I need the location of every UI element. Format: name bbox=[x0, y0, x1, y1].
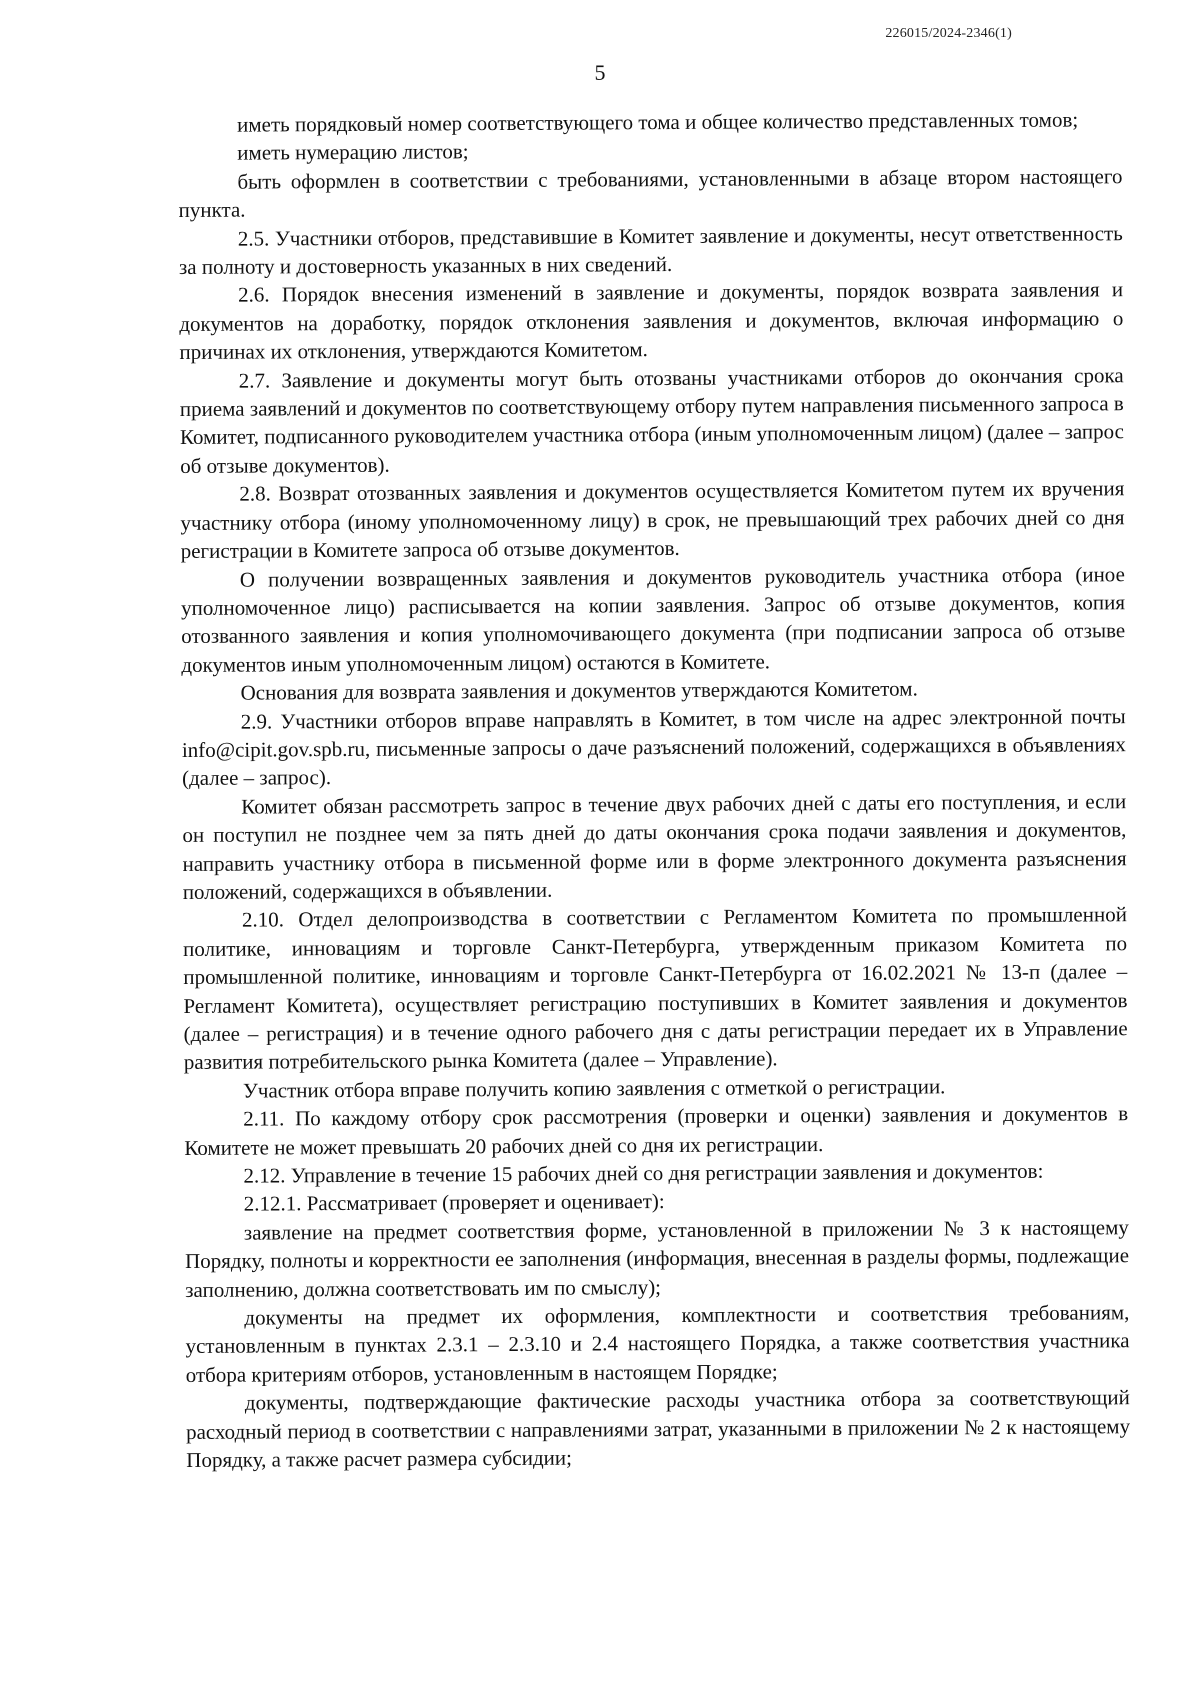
paragraph: Участник отбора вправе получить копию заявления с отметкой о регистрации. bbox=[242, 1074, 946, 1103]
document-body bbox=[178, 105, 1130, 1474]
paragraph: документы, подтверждающие фактические расходы участника отбора за соответствующий расходный период в соответствии с направлениями затрат, указанными в приложении № 2 к настоящему Порядку, а также расчет размера субсидии; bbox=[185, 1385, 1131, 1473]
paragraph-2-12: 2.12. Управление в течение 15 рабочих дней со дня регистрации заявления и документов: bbox=[243, 1158, 1044, 1188]
document-registration-number: 226015/2024-2346(1) bbox=[885, 26, 1012, 41]
paragraph: иметь нумерацию листов; bbox=[237, 139, 469, 166]
paragraph: Комитет обязан рассмотреть запрос в течение двух рабочих дней с даты его поступления, и если он поступил не позднее чем за пять дней до даты окончания срока подачи заявления и документов, направить участнику отбора в письменной форме или в форме электронного документа разъяснения положений, содержащихся в объявлении. bbox=[182, 788, 1127, 904]
paragraph: документы на предмет их оформления, комплектности и соответствия требованиям, установленным в пунктах 2.3.1 – 2.3.10 и 2.4 настоящего Порядка, а также соответствия участника отбора критериям отборов, установленным в настоящем Порядке; bbox=[185, 1300, 1130, 1387]
paragraph-2-7: 2.7. Заявление и документы могут быть отозваны участниками отборов до окончания срока приема заявлений и документов по соответствующему отбору путем направления письменного запроса в Комитет, подписанного руководителем участника отбора (иным уполномоченным лицом) (далее – запрос об отзыве документов). bbox=[179, 362, 1125, 478]
paragraph: Основания для возврата заявления и документов утверждаются Комитетом. bbox=[240, 676, 918, 705]
paragraph-2-9: 2.9. Участники отборов вправе направлять в Комитет, в том числе на адрес электронной почты info@cipit.gov.spb.ru, письменные запросы о даче разъяснений положений, содержащихся в объявлениях (далее – запрос). bbox=[181, 703, 1126, 791]
paragraph: быть оформлен в соответствии с требованиями, установленными в абзаце втором настоящего пункта. bbox=[178, 164, 1123, 223]
paragraph: иметь порядковый номер соответствующего тома и общее количество представленных томов; bbox=[237, 107, 1079, 137]
paragraph-2-11: 2.11. По каждому отбору срок рассмотрения (проверки и оценки) заявления и документов в Комитете не может превышать 20 рабочих дней со дня их регистрации. bbox=[184, 1101, 1129, 1160]
paragraph: О получении возвращенных заявления и документов руководитель участника отбора (иное уполномоченное лицо) расписывается на копии заявления. Запрос об отзыве документов, копия отозванного заявления и копия уполномочивающего документа (при подписании запроса об отзыве документов иным уполномоченным лицом) остаются в Комитете. bbox=[180, 561, 1126, 677]
paragraph-2-8: 2.8. Возврат отозванных заявления и документов осуществляется Комитетом путем их вручения участнику отбора (иному уполномоченному лицу) в срок, не превышающий трех рабочих дней со дня регистрации в Комитете запроса об отзыве документов. bbox=[180, 476, 1125, 564]
paragraph-2-12-1: 2.12.1. Рассматривает (проверяет и оценивает): bbox=[243, 1189, 665, 1217]
paragraph-2-10: 2.10. Отдел делопроизводства в соответствии с Регламентом Комитета по промышленной политике, инновациям и торговле Санкт-Петербурга, утвержденным приказом Комитета по промышленной политике, инновациям и торговле Санкт-Петербурга от 16.02.2021 № 13-п (далее – Регламент Комитета), осуществляет регистрацию поступивших в Комитет заявления и документов (далее – регистрация) и в течение одного рабочего дня с даты регистрации передает их в Управление развития потребительского рынка Комитета (далее – Управление). bbox=[183, 902, 1128, 1075]
page-number: 5 bbox=[594, 60, 606, 85]
paragraph: заявление на предмет соответствия форме, установленной в приложении № 3 к настоящему Порядку, полноты и корректности ее заполнения (информация, внесенная в разделы формы, подлежащие заполнению, должна соответствовать им по смыслу); bbox=[184, 1215, 1130, 1302]
paragraph-2-5: 2.5. Участники отборов, представившие в Комитет заявление и документы, несут ответственность за полноту и достоверность указанных в них сведений. bbox=[178, 220, 1123, 280]
paragraph-2-6: 2.6. Порядок внесения изменений в заявление и документы, порядок возврата заявления и документов на доработку, порядок отклонения заявления и документов, включая информацию о причинах их отклонения, утверждаются Комитетом. bbox=[179, 277, 1124, 365]
